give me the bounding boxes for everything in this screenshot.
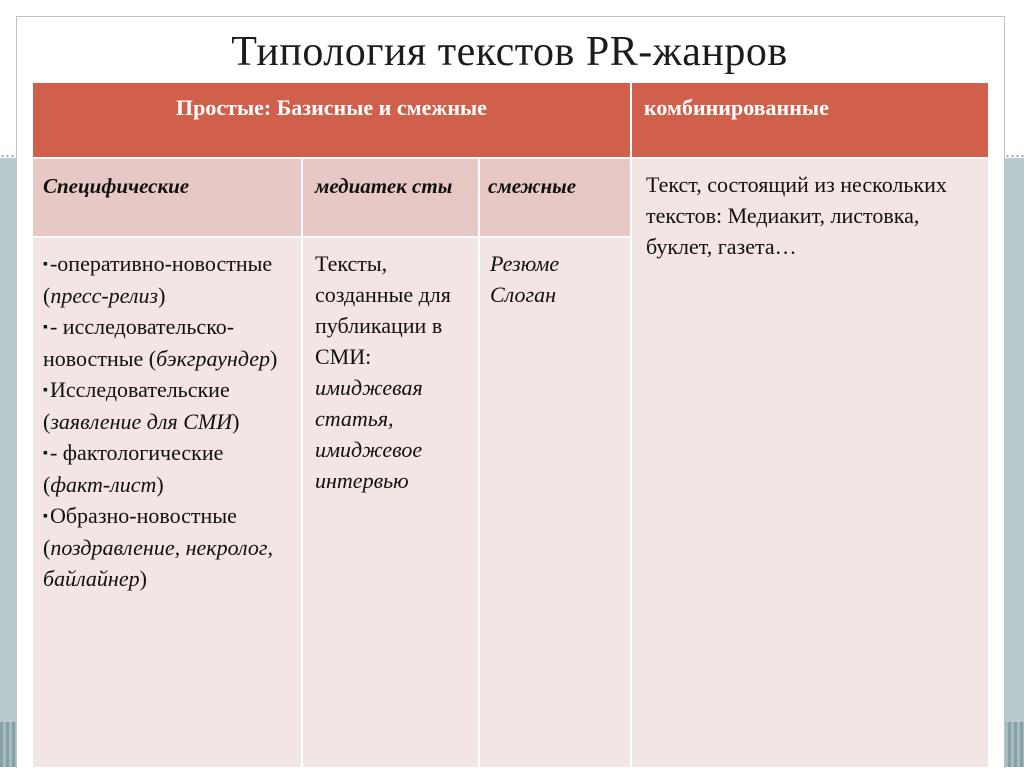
- mediatexts-description: Тексты, созданные для публикации в СМИ:: [315, 251, 451, 369]
- header-simple: Простые: Базисные и смежные: [33, 83, 630, 157]
- bullet-icon: ▪: [43, 320, 48, 335]
- specific-list: [33, 238, 301, 767]
- slide-title: Типология текстов PR-жанров: [231, 29, 788, 75]
- subheader-specific: Специфические: [33, 159, 301, 236]
- list-item: ▪- исследовательско-новостные (бэкграундер): [43, 314, 278, 371]
- bullet-icon: ▪: [43, 446, 48, 461]
- mediatexts-cell: [303, 238, 478, 767]
- adjacent-item: Слоган: [490, 282, 557, 307]
- genre-table: [33, 83, 988, 767]
- list-item: ▪Исследовательские (заявление для СМИ): [43, 377, 240, 434]
- mediatexts-examples: имиджевая статья, имиджевое интервью: [315, 375, 423, 493]
- combined-cell: Текст, состоящий из нескольких текстов: Медиакит, листовка, буклет, газета…: [632, 159, 988, 767]
- list-item: ▪-оперативно-новостные (пресс-релиз): [43, 251, 273, 308]
- header-combined: комбинированные: [632, 83, 988, 157]
- adjacent-cell: [480, 238, 630, 767]
- bullet-icon: ▪: [43, 257, 48, 272]
- subheader-adjacent: смежные: [480, 159, 630, 236]
- list-item: ▪- фактологические (факт-лист): [43, 440, 224, 497]
- bullet-icon: ▪: [43, 383, 48, 398]
- adjacent-item: Резюме: [490, 251, 560, 276]
- bullet-icon: ▪: [43, 509, 48, 524]
- list-item: ▪Образно-новостные (поздравление, некролог, байлайнер): [43, 503, 273, 591]
- subheader-mediatexts: медиатек сты: [303, 159, 478, 236]
